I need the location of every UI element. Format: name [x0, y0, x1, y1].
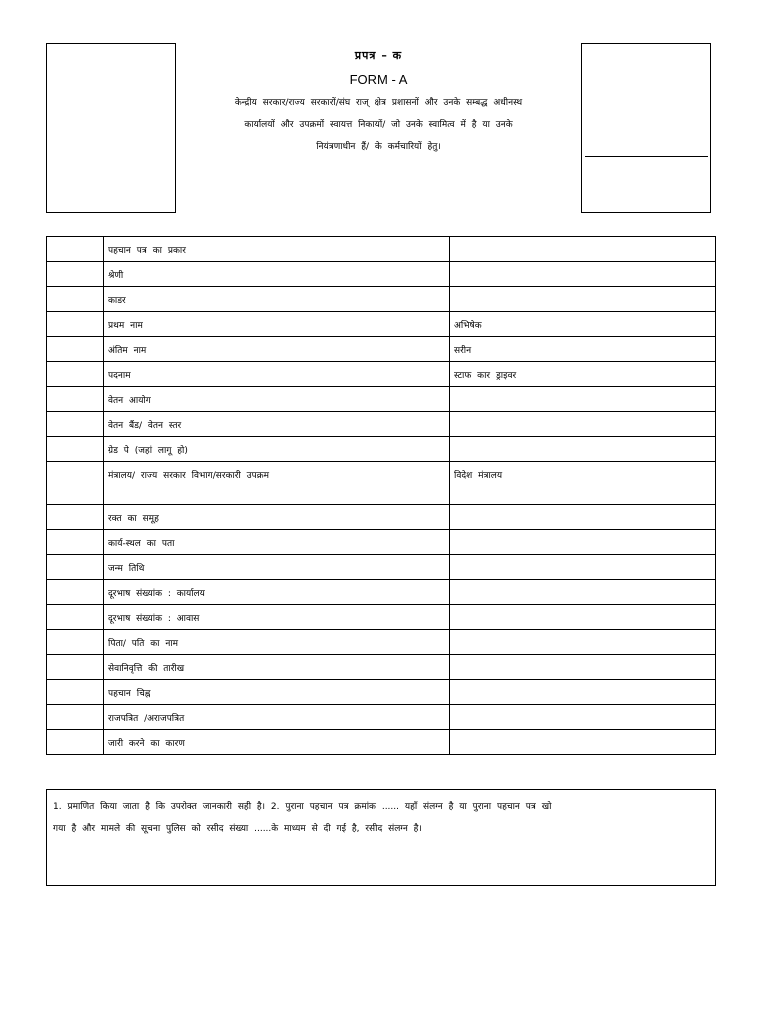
signature-line — [585, 156, 708, 157]
form-description-line: केन्द्रीय सरकार/राज्य सरकारों/संघ राज् क्षेत्र प्रशासनों और उनके सम्बद्ध अधीनस्थ — [234, 98, 523, 108]
table-row — [47, 462, 716, 505]
field-label: राजपत्रित /अराजपत्रित — [104, 705, 450, 730]
row-number-cell — [47, 237, 104, 262]
field-label: वेतन बैंड/ वेतन स्तर — [104, 412, 450, 437]
field-value[interactable] — [450, 287, 716, 312]
row-number-cell — [47, 462, 104, 505]
table-row — [47, 312, 716, 337]
form-header — [186, 48, 571, 158]
table-row — [47, 387, 716, 412]
table-row — [47, 287, 716, 312]
table-row — [47, 630, 716, 655]
field-label: रक्त का समूह — [104, 505, 450, 530]
field-label: सेवानिवृत्ति की तारीख — [104, 655, 450, 680]
row-number-cell — [47, 530, 104, 555]
row-number-cell — [47, 680, 104, 705]
field-label: मंत्रालय/ राज्य सरकार विभाग/सरकारी उपक्रम — [104, 462, 450, 505]
row-number-cell — [47, 580, 104, 605]
table-row — [47, 680, 716, 705]
field-label: श्रेणी — [104, 262, 450, 287]
field-value[interactable] — [450, 630, 716, 655]
field-label: काडर — [104, 287, 450, 312]
table-row — [47, 580, 716, 605]
field-value[interactable] — [450, 730, 716, 755]
table-row — [47, 412, 716, 437]
declaration-box — [46, 789, 716, 886]
field-value[interactable] — [450, 705, 716, 730]
field-label: दूरभाष संख्यांक : कार्यालय — [104, 580, 450, 605]
field-value[interactable] — [450, 505, 716, 530]
row-number-cell — [47, 705, 104, 730]
field-label: जारी करने का कारण — [104, 730, 450, 755]
row-number-cell — [47, 505, 104, 530]
table-row — [47, 555, 716, 580]
field-value[interactable] — [450, 237, 716, 262]
table-row — [47, 530, 716, 555]
row-number-cell — [47, 605, 104, 630]
field-label: वेतन आयोग — [104, 387, 450, 412]
form-table — [46, 236, 716, 755]
form-description — [186, 92, 571, 158]
table-row — [47, 655, 716, 680]
field-value[interactable] — [450, 412, 716, 437]
row-number-cell — [47, 437, 104, 462]
declaration-text: गया है और मामले की सूचना पुलिस को रसीद संख्या ......के माध्यम से दी गई है, रसीद संलग्न है। — [53, 824, 422, 834]
field-label: ग्रेड पे (जहां लागू हो) — [104, 437, 450, 462]
field-label: दूरभाष संख्यांक : आवास — [104, 605, 450, 630]
table-row — [47, 237, 716, 262]
signature-box — [581, 43, 711, 213]
row-number-cell — [47, 337, 104, 362]
table-row — [47, 730, 716, 755]
form-title-english: FORM - A — [349, 72, 408, 87]
table-row — [47, 362, 716, 387]
table-row — [47, 437, 716, 462]
field-label: जन्म तिथि — [104, 555, 450, 580]
row-number-cell — [47, 412, 104, 437]
table-row — [47, 337, 716, 362]
field-value[interactable] — [450, 580, 716, 605]
field-value[interactable]: स्टाफ कार ड्राइवर — [450, 362, 716, 387]
table-row — [47, 705, 716, 730]
declaration-text: 1. प्रमाणित किया जाता है कि उपरोक्त जानकारी सही है। 2. पुराना पहचान पत्र क्रमांक ...... यहाँ संलग्न है या पुराना पहचान पत्र खो — [53, 802, 552, 812]
field-value[interactable] — [450, 555, 716, 580]
table-row — [47, 262, 716, 287]
row-number-cell — [47, 262, 104, 287]
field-value[interactable]: विदेश मंत्रालय — [450, 462, 716, 505]
row-number-cell — [47, 387, 104, 412]
field-label: प्रथम नाम — [104, 312, 450, 337]
field-label: अंतिम नाम — [104, 337, 450, 362]
row-number-cell — [47, 362, 104, 387]
field-label: पिता/ पति का नाम — [104, 630, 450, 655]
field-value[interactable] — [450, 655, 716, 680]
field-value[interactable] — [450, 605, 716, 630]
field-value[interactable] — [450, 530, 716, 555]
field-value[interactable]: सरीन — [450, 337, 716, 362]
field-label: पदनाम — [104, 362, 450, 387]
row-number-cell — [47, 730, 104, 755]
field-value[interactable]: अभिषेक — [450, 312, 716, 337]
row-number-cell — [47, 655, 104, 680]
table-row — [47, 605, 716, 630]
field-value[interactable] — [450, 262, 716, 287]
field-label: पहचान पत्र का प्रकार — [104, 237, 450, 262]
field-value[interactable] — [450, 387, 716, 412]
row-number-cell — [47, 312, 104, 337]
field-value[interactable] — [450, 680, 716, 705]
form-description-line: कार्यालयों और उपक्रमों स्वायत्त निकायों/ जो उनके स्वामित्व में है या उनके — [244, 120, 513, 130]
photo-box — [46, 43, 176, 213]
row-number-cell — [47, 630, 104, 655]
form-description-line: नियंत्रणाधीन हैं/ के कर्मचारियों हेतु। — [316, 142, 441, 152]
form-title-hindi: प्रपत्र – क — [354, 49, 403, 62]
field-label: पहचान चिह्न — [104, 680, 450, 705]
row-number-cell — [47, 287, 104, 312]
field-value[interactable] — [450, 437, 716, 462]
row-number-cell — [47, 555, 104, 580]
table-row — [47, 505, 716, 530]
field-label: कार्य-स्थल का पता — [104, 530, 450, 555]
